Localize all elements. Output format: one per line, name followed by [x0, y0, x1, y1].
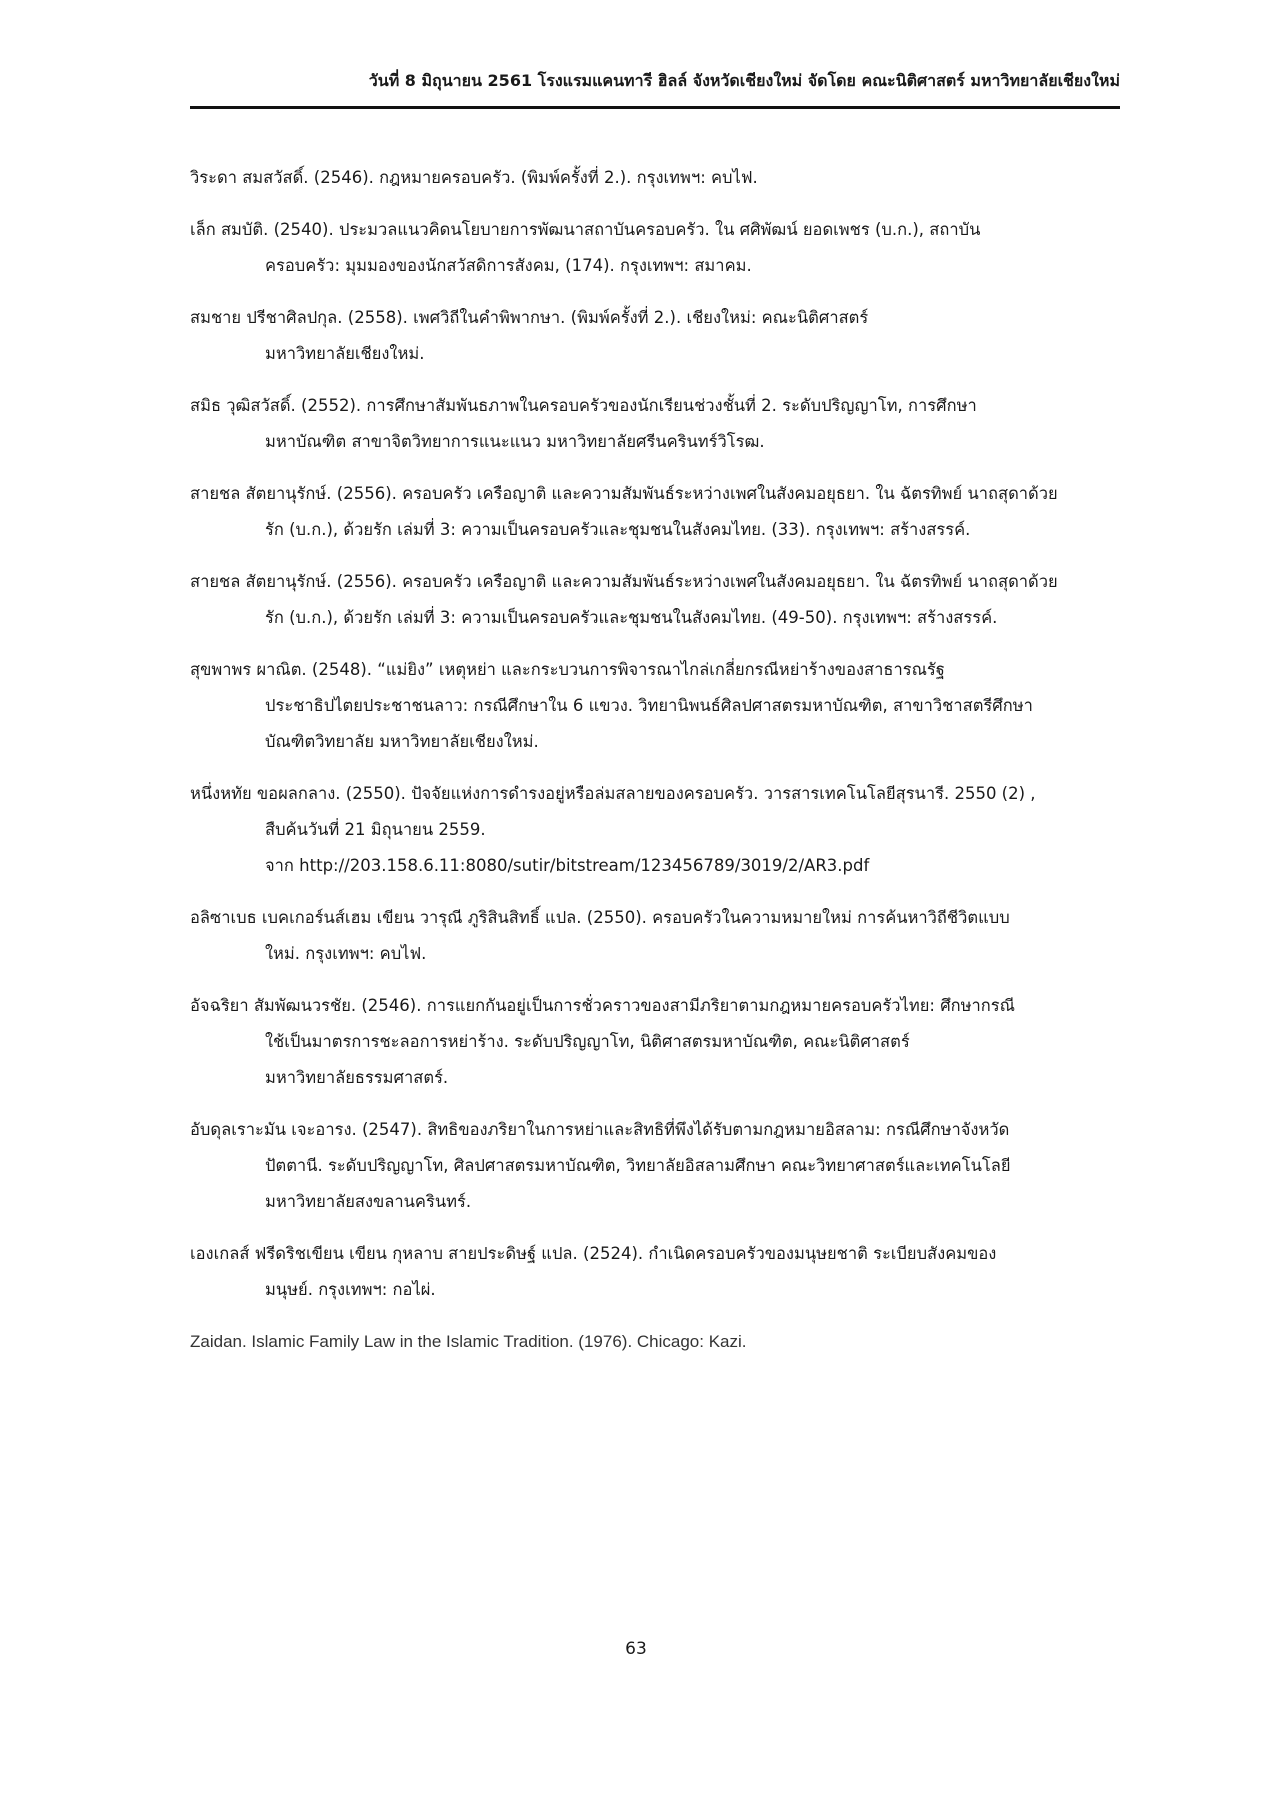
- reference-entry: [190, 988, 1120, 1096]
- reference-entry: [190, 160, 1120, 196]
- page-number: 63: [625, 1639, 647, 1659]
- reference-line: ประชาธิปไตยประชาชนลาว: กรณีศึกษาใน 6 แขวง. วิทยานิพนธ์ศิลปศาสตรมหาบัณฑิต, สาขาวิชาสตรีศึกษา: [265, 696, 1033, 715]
- reference-entry: [190, 300, 1120, 372]
- reference-line: มหาวิทยาลัยเชียงใหม่.: [265, 344, 425, 363]
- reference-entry: [190, 900, 1120, 972]
- reference-entry: [190, 388, 1120, 460]
- reference-line: สืบค้นวันที่ 21 มิถุนายน 2559.: [265, 820, 486, 839]
- reference-line: มหาบัณฑิต สาขาจิตวิทยาการแนะแนว มหาวิทยาลัยศรีนครินทร์วิโรฒ.: [265, 432, 765, 451]
- reference-entry: [190, 1236, 1120, 1308]
- reference-line: มนุษย์. กรุงเทพฯ: กอไผ่.: [265, 1280, 436, 1299]
- reference-line: วิระดา สมสวัสดิ์. (2546). กฎหมายครอบครัว. (พิมพ์ครั้งที่ 2.). กรุงเทพฯ: คบไฟ.: [190, 168, 758, 187]
- reference-entry: [190, 564, 1120, 636]
- page-header: วันที่ 8 มิถุนายน 2561 โรงแรมแคนทารี ฮิลล์ จังหวัดเชียงใหม่ จัดโดย คณะนิติศาสตร์ มหาวิทยาลัยเชียงใหม่: [368, 71, 1120, 90]
- reference-line: มหาวิทยาลัยสงขลานครินทร์.: [265, 1192, 472, 1211]
- reference-entry: [190, 652, 1120, 760]
- reference-line: มหาวิทยาลัยธรรมศาสตร์.: [265, 1068, 449, 1087]
- reference-line: เองเกลส์ ฟรีดริชเขียน เขียน กุหลาบ สายประดิษฐ์ แปล. (2524). กำเนิดครอบครัวของมนุษยชาติ ระเบียบสังคมของ: [190, 1244, 997, 1263]
- reference-entry: [190, 476, 1120, 548]
- reference-line: สมชาย ปรีชาศิลปกุล. (2558). เพศวิถีในคำพิพากษา. (พิมพ์ครั้งที่ 2.). เชียงใหม่: คณะนิติศาสตร์: [190, 308, 869, 327]
- reference-entry: [190, 1112, 1120, 1220]
- reference-entry: [190, 212, 1120, 284]
- reference-line: อลิซาเบธ เบคเกอร์นส์เฮม เขียน วารุณี ภูริสินสิทธิ์ แปล. (2550). ครอบครัวในความหมายใหม่ การค้นหาวิถีชีวิตแบบ: [190, 908, 1010, 927]
- reference-line: Zaidan. Islamic Family Law in the Islamic Tradition. (1976). Chicago: Kazi.: [190, 1332, 747, 1351]
- reference-entry: [190, 1324, 1120, 1360]
- reference-line: ใช้เป็นมาตรการชะลอการหย่าร้าง. ระดับปริญญาโท, นิติศาสตรมหาบัณฑิต, คณะนิติศาสตร์: [265, 1032, 910, 1051]
- reference-line: ครอบครัว: มุมมองของนักสวัสดิการสังคม, (174). กรุงเทพฯ: สมาคม.: [265, 256, 752, 275]
- reference-line: ปัตตานี. ระดับปริญญาโท, ศิลปศาสตรมหาบัณฑิต, วิทยาลัยอิสลามศึกษา คณะวิทยาศาสตร์และเทคโนโลยี: [265, 1156, 1011, 1175]
- reference-line: เล็ก สมบัติ. (2540). ประมวลแนวคิดนโยบายการพัฒนาสถาบันครอบครัว. ใน ศศิพัฒน์ ยอดเพชร (บ.ก.), สถาบัน: [190, 220, 981, 239]
- reference-line: อับดุลเราะมัน เจะอารง. (2547). สิทธิของภริยาในการหย่าและสิทธิที่พึงได้รับตามกฎหมายอิสลาม: กรณีศึกษาจังหวัด: [190, 1120, 1010, 1139]
- reference-list: [190, 160, 1120, 1376]
- reference-line: ใหม่. กรุงเทพฯ: คบไฟ.: [265, 944, 427, 963]
- reference-line: สมิธ วุฒิสวัสดิ์. (2552). การศึกษาสัมพันธภาพในครอบครัวของนักเรียนช่วงชั้นที่ 2. ระดับปริญญาโท, การศึกษา: [190, 396, 977, 415]
- reference-url: จาก http://203.158.6.11:8080/sutir/bitstream/123456789/3019/2/AR3.pdf: [265, 856, 870, 875]
- reference-entry: [190, 776, 1120, 884]
- reference-line: สุขพาพร ผาณิต. (2548). “แม่ยิง” เหตุหย่า และกระบวนการพิจารณาไกล่เกลี่ยกรณีหย่าร้างของสาธารณรัฐ: [190, 660, 945, 679]
- reference-line: สายชล สัตยานุรักษ์. (2556). ครอบครัว เครือญาติ และความสัมพันธ์ระหว่างเพศในสังคมอยุธยา. ใน ฉัตรทิพย์ นาถสุดาด้วย: [190, 572, 1058, 591]
- reference-line: อัจฉริยา สัมพัฒนวรชัย. (2546). การแยกกันอยู่เป็นการชั่วคราวของสามีภริยาตามกฎหมายครอบครัวไทย: ศึกษากรณี: [190, 996, 1015, 1015]
- reference-line: รัก (บ.ก.), ด้วยรัก เล่มที่ 3: ความเป็นครอบครัวและชุมชนในสังคมไทย. (49-50). กรุงเทพฯ: สร้างสรรค์.: [265, 608, 998, 627]
- reference-line: รัก (บ.ก.), ด้วยรัก เล่มที่ 3: ความเป็นครอบครัวและชุมชนในสังคมไทย. (33). กรุงเทพฯ: สร้างสรรค์.: [265, 520, 971, 539]
- reference-line: สายชล สัตยานุรักษ์. (2556). ครอบครัว เครือญาติ และความสัมพันธ์ระหว่างเพศในสังคมอยุธยา. ใน ฉัตรทิพย์ นาถสุดาด้วย: [190, 484, 1058, 503]
- header-divider: [190, 106, 1120, 109]
- reference-line: หนึ่งหทัย ขอผลกลาง. (2550). ปัจจัยแห่งการดำรงอยู่หรือล่มสลายของครอบครัว. วารสารเทคโนโลยีสุรนารี. 2550 (2) ,: [190, 784, 1036, 803]
- reference-line: บัณฑิตวิทยาลัย มหาวิทยาลัยเชียงใหม่.: [265, 732, 539, 751]
